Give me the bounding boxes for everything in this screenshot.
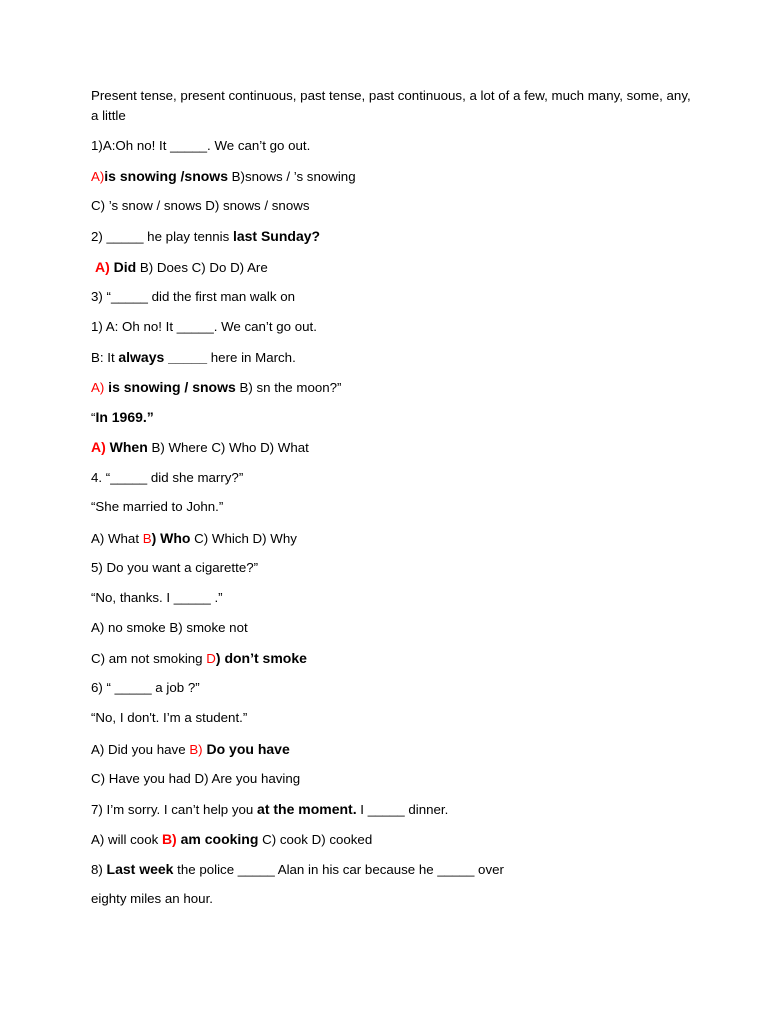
question-text: the police _____ Alan in his car because he _____ over	[173, 862, 504, 877]
correct-answer: is snowing / snows	[104, 379, 236, 395]
correct-answer: ) Who	[151, 530, 191, 546]
question-4-response: “She married to John.”	[91, 499, 224, 514]
quote-mark: “	[91, 410, 96, 425]
option-text: B) sn the moon?”	[235, 380, 342, 395]
question-6-line: 6) “ _____ a job ?”	[91, 680, 200, 695]
answer-marker: B	[142, 531, 152, 546]
emphasis-text: last Sunday?	[232, 228, 321, 244]
option-text: B) Where C) Who D) What	[147, 440, 309, 455]
answer-marker: A)	[95, 259, 110, 275]
emphasis-text: at the moment.	[257, 801, 357, 817]
dialogue-text: B: It	[91, 350, 119, 365]
answer-marker: A)	[91, 380, 105, 395]
option-text: A) will cook	[91, 832, 162, 847]
question-1-repeat-line: 1) A: Oh no! It _____. We can’t go out.	[91, 319, 317, 334]
question-7-options	[91, 829, 691, 850]
question-5-options-a-b: A) no smoke B) smoke not	[91, 620, 248, 635]
answer-marker: B)	[161, 831, 177, 847]
question-2-options	[91, 257, 695, 278]
correct-answer: When	[105, 439, 148, 455]
question-8-line	[91, 859, 691, 880]
option-text: C) cook D) cooked	[258, 832, 373, 847]
correct-answer: am cooking	[176, 831, 259, 847]
document-header: Present tense, present continuous, past tense, past continuous, a lot of a few, much many, some, any, a little	[91, 88, 691, 123]
answer-marker: A)	[91, 169, 105, 184]
question-7-line	[91, 799, 691, 820]
question-text: I _____ dinner.	[356, 802, 449, 817]
question-text: 8)	[91, 862, 107, 877]
correct-answer: is snowing /snows	[104, 168, 228, 184]
question-6-options-c-d: C) Have you had D) Are you having	[91, 771, 301, 786]
question-text: 7) I’m sorry. I can’t help you	[91, 802, 258, 817]
answer-marker: A)	[91, 439, 106, 455]
correct-answer: Did	[109, 259, 137, 275]
option-text: C) Which D) Why	[190, 531, 297, 546]
option-text: B) Does C) Do D) Are	[136, 260, 268, 275]
question-5-response: “No, thanks. I _____ .”	[91, 590, 223, 605]
emphasis-text: always _____	[118, 349, 208, 365]
question-1-options-c-d: C) ’s snow / snows D) snows / snows	[91, 198, 310, 213]
question-4-line: 4. “_____ did she marry?”	[91, 470, 244, 485]
question-6-response: “No, I don't. I’m a student.”	[91, 710, 248, 725]
question-5-options-c-d	[91, 648, 691, 669]
question-1-options-a-b	[91, 166, 691, 187]
question-2-line	[91, 226, 691, 247]
question-3-line: 3) “_____ did the first man walk on	[91, 289, 295, 304]
question-4-options	[91, 528, 691, 549]
answer-marker: B)	[189, 742, 203, 757]
question-3-options	[91, 437, 691, 458]
answer-marker: D	[206, 651, 216, 666]
option-text: C) am not smoking	[91, 651, 207, 666]
question-1-line: 1)A:Oh no! It _____. We can’t go out.	[91, 138, 311, 153]
dialogue-b-line	[91, 347, 691, 368]
emphasis-text: Last week	[106, 861, 174, 877]
question-5-line: 5) Do you want a cigarette?”	[91, 560, 259, 575]
dialogue-text: here in March.	[207, 350, 296, 365]
question-6-options-a-b	[91, 739, 691, 760]
answer-quote-line	[91, 407, 691, 428]
correct-answer: Do you have	[202, 741, 290, 757]
option-text: B)snows / ’s snowing	[227, 169, 356, 184]
mixed-options-line	[91, 377, 691, 398]
correct-answer: ) don’t smoke	[215, 650, 307, 666]
option-text: A) What	[91, 531, 143, 546]
emphasis-text: In 1969.”	[95, 409, 154, 425]
question-8-continuation: eighty miles an hour.	[91, 891, 213, 906]
option-text: A) Did you have	[91, 742, 190, 757]
question-text: 2) _____ he play tennis	[91, 229, 233, 244]
